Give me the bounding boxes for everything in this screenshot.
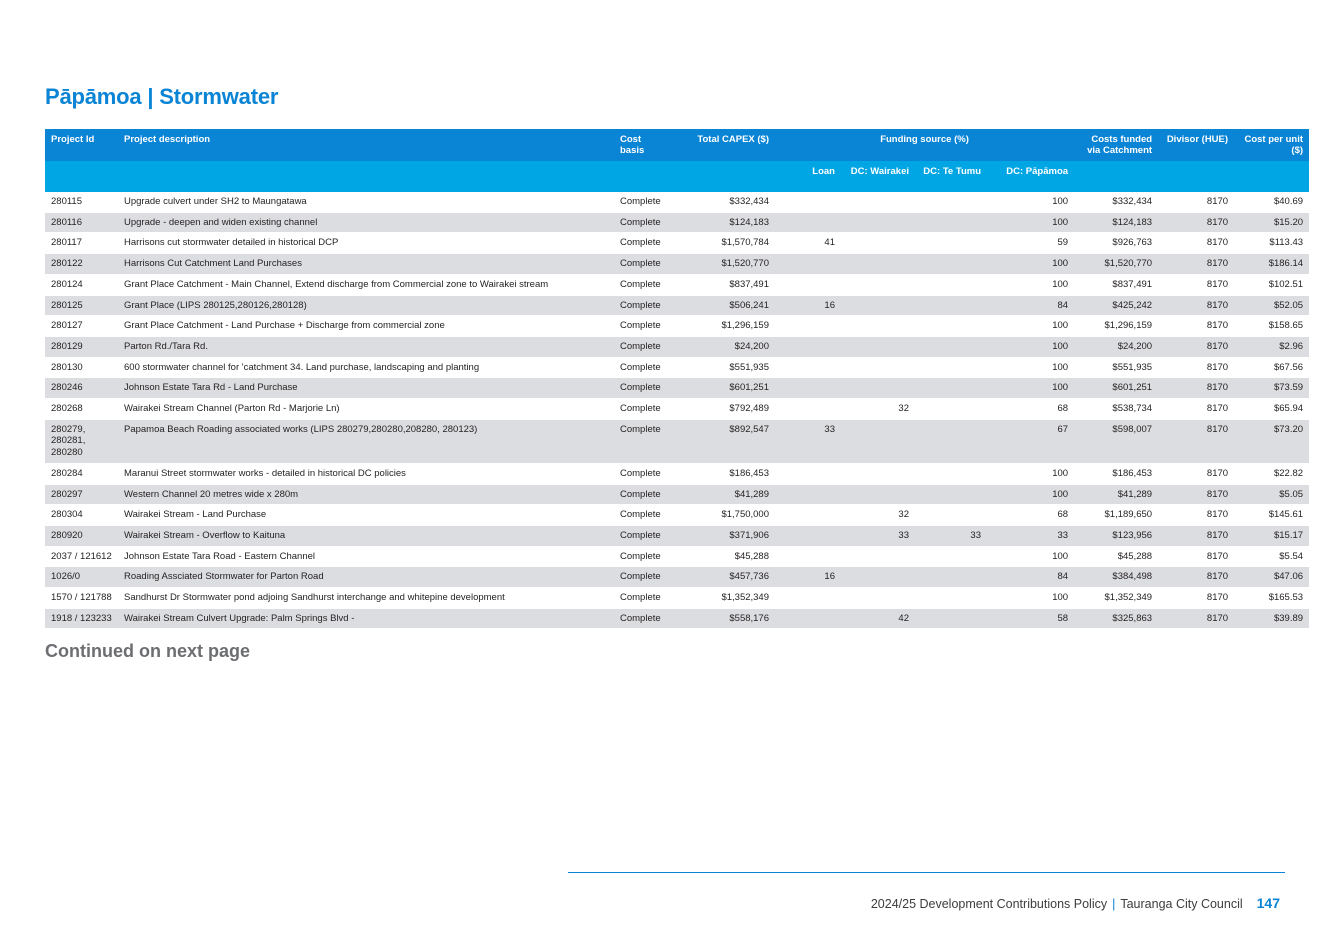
cell-cost-basis: Complete: [614, 588, 674, 609]
cell-dc-te-tumu: [915, 588, 987, 609]
cell-dc-te-tumu: [915, 274, 987, 295]
cell-project-description: Grant Place Catchment - Land Purchase + Discharge from commercial zone: [118, 316, 614, 337]
cell-cost-per-unit: $15.20: [1234, 212, 1309, 233]
table-row: [45, 274, 1309, 295]
cell-cost-basis: Complete: [614, 378, 674, 399]
cell-dc-te-tumu: [915, 608, 987, 629]
table-row: [45, 608, 1309, 629]
cell-project-id: 280268: [45, 399, 118, 420]
cell-project-description: 600 stormwater channel for 'catchment 34. Land purchase, landscaping and planting: [118, 357, 614, 378]
header-total-capex: Total CAPEX ($): [674, 129, 775, 161]
cell-cost-basis: Complete: [614, 399, 674, 420]
cell-costs-funded: $384,498: [1074, 567, 1158, 588]
cell-dc-papamoa: 58: [987, 608, 1074, 629]
cell-costs-funded: $1,352,349: [1074, 588, 1158, 609]
cell-dc-wairakei: [841, 484, 915, 505]
cell-dc-wairakei: 42: [841, 608, 915, 629]
cell-total-capex: $1,750,000: [674, 505, 775, 526]
cell-costs-funded: $551,935: [1074, 357, 1158, 378]
cell-loan: [775, 525, 841, 546]
cell-costs-funded: $123,956: [1074, 525, 1158, 546]
cell-cost-basis: Complete: [614, 546, 674, 567]
cell-project-description: Grant Place (LIPS 280125,280126,280128): [118, 295, 614, 316]
cell-loan: [775, 192, 841, 212]
cell-cost-per-unit: $5.54: [1234, 546, 1309, 567]
cell-project-id: 280122: [45, 254, 118, 275]
cell-project-description: Parton Rd./Tara Rd.: [118, 336, 614, 357]
cell-loan: [775, 212, 841, 233]
cell-cost-basis: Complete: [614, 316, 674, 337]
cell-project-description: Harrisons Cut Catchment Land Purchases: [118, 254, 614, 275]
cell-cost-per-unit: $113.43: [1234, 233, 1309, 254]
cell-dc-papamoa: 100: [987, 316, 1074, 337]
cell-project-id: 280117: [45, 233, 118, 254]
cell-cost-per-unit: $40.69: [1234, 192, 1309, 212]
table-row: [45, 212, 1309, 233]
cell-total-capex: $1,296,159: [674, 316, 775, 337]
cell-project-id: 1918 / 123233: [45, 608, 118, 629]
cell-cost-basis: Complete: [614, 192, 674, 212]
cell-dc-te-tumu: [915, 484, 987, 505]
table-body: [45, 192, 1309, 629]
cell-dc-papamoa: 100: [987, 357, 1074, 378]
table-row: [45, 505, 1309, 526]
cell-dc-wairakei: [841, 567, 915, 588]
cell-cost-per-unit: $73.20: [1234, 419, 1309, 463]
cell-cost-basis: Complete: [614, 295, 674, 316]
cell-project-id: 1026/0: [45, 567, 118, 588]
footer-divider: [568, 872, 1285, 873]
cell-project-description: Wairakei Stream Culvert Upgrade: Palm Springs Blvd -: [118, 608, 614, 629]
cell-dc-papamoa: 100: [987, 192, 1074, 212]
cell-divisor: 8170: [1158, 399, 1234, 420]
cell-dc-papamoa: 100: [987, 546, 1074, 567]
page-title: Pāpāmoa | Stormwater: [45, 84, 279, 109]
table-row: [45, 378, 1309, 399]
cell-dc-te-tumu: [915, 419, 987, 463]
cell-project-id: 280284: [45, 463, 118, 484]
cell-dc-papamoa: 68: [987, 505, 1074, 526]
cell-dc-te-tumu: [915, 233, 987, 254]
cell-dc-papamoa: 100: [987, 463, 1074, 484]
cell-cost-per-unit: $67.56: [1234, 357, 1309, 378]
cell-project-id: 280124: [45, 274, 118, 295]
table-row: [45, 254, 1309, 275]
table-row: [45, 357, 1309, 378]
cell-project-description: Roading Assciated Stormwater for Parton Road: [118, 567, 614, 588]
cell-costs-funded: $425,242: [1074, 295, 1158, 316]
header-cost-basis: Cost basis: [614, 129, 674, 161]
cell-dc-papamoa: 100: [987, 212, 1074, 233]
cell-dc-wairakei: 32: [841, 505, 915, 526]
cell-dc-wairakei: [841, 295, 915, 316]
cell-loan: [775, 399, 841, 420]
table-row: [45, 419, 1309, 463]
header-dc-wairakei: DC: Wairakei: [841, 161, 915, 192]
cell-loan: [775, 546, 841, 567]
table-row: [45, 484, 1309, 505]
cell-total-capex: $892,547: [674, 419, 775, 463]
cell-divisor: 8170: [1158, 484, 1234, 505]
cell-cost-basis: Complete: [614, 233, 674, 254]
cell-dc-papamoa: 100: [987, 588, 1074, 609]
cell-cost-per-unit: $158.65: [1234, 316, 1309, 337]
cell-cost-basis: Complete: [614, 254, 674, 275]
cell-dc-te-tumu: [915, 505, 987, 526]
cell-cost-per-unit: $15.17: [1234, 525, 1309, 546]
header-costs-funded: Costs funded via Catchment: [1074, 129, 1158, 161]
cell-costs-funded: $926,763: [1074, 233, 1158, 254]
cell-cost-basis: Complete: [614, 484, 674, 505]
cell-cost-per-unit: $5.05: [1234, 484, 1309, 505]
cell-dc-papamoa: 67: [987, 419, 1074, 463]
cell-project-id: 280127: [45, 316, 118, 337]
cell-cost-per-unit: $186.14: [1234, 254, 1309, 275]
cell-project-description: Maranui Street stormwater works - detailed in historical DC policies: [118, 463, 614, 484]
cell-total-capex: $371,906: [674, 525, 775, 546]
cell-dc-te-tumu: [915, 316, 987, 337]
cell-total-capex: $792,489: [674, 399, 775, 420]
cell-cost-basis: Complete: [614, 212, 674, 233]
cell-dc-wairakei: 33: [841, 525, 915, 546]
cell-loan: 41: [775, 233, 841, 254]
cell-total-capex: $41,289: [674, 484, 775, 505]
cell-loan: [775, 588, 841, 609]
cell-divisor: 8170: [1158, 274, 1234, 295]
cell-dc-te-tumu: [915, 254, 987, 275]
cell-divisor: 8170: [1158, 588, 1234, 609]
cell-cost-basis: Complete: [614, 525, 674, 546]
cell-dc-wairakei: [841, 254, 915, 275]
cell-project-description: Sandhurst Dr Stormwater pond adjoing Sandhurst interchange and whitepine development: [118, 588, 614, 609]
cell-project-description: Upgrade culvert under SH2 to Maungatawa: [118, 192, 614, 212]
table-row: [45, 336, 1309, 357]
footer-separator: |: [1112, 897, 1116, 911]
cell-cost-per-unit: $39.89: [1234, 608, 1309, 629]
cell-dc-papamoa: 84: [987, 295, 1074, 316]
cell-dc-wairakei: [841, 316, 915, 337]
cell-divisor: 8170: [1158, 419, 1234, 463]
cell-project-description: Wairakei Stream - Land Purchase: [118, 505, 614, 526]
cell-dc-wairakei: [841, 378, 915, 399]
cell-costs-funded: $325,863: [1074, 608, 1158, 629]
cell-dc-te-tumu: [915, 336, 987, 357]
footer: [871, 895, 1280, 911]
cell-costs-funded: $124,183: [1074, 212, 1158, 233]
cell-dc-papamoa: 100: [987, 484, 1074, 505]
cell-project-id: 2037 / 121612: [45, 546, 118, 567]
cell-project-id: 1570 / 121788: [45, 588, 118, 609]
cell-dc-te-tumu: [915, 192, 987, 212]
continued-note: Continued on next page: [45, 641, 250, 661]
cell-cost-per-unit: $52.05: [1234, 295, 1309, 316]
table-row: [45, 567, 1309, 588]
cell-project-description: Papamoa Beach Roading associated works (LIPS 280279,280280,208280, 280123): [118, 419, 614, 463]
cell-costs-funded: $538,734: [1074, 399, 1158, 420]
cell-divisor: 8170: [1158, 378, 1234, 399]
cell-cost-basis: Complete: [614, 608, 674, 629]
cell-project-description: Harrisons cut stormwater detailed in historical DCP: [118, 233, 614, 254]
table-row: [45, 525, 1309, 546]
cell-cost-per-unit: $47.06: [1234, 567, 1309, 588]
cell-dc-te-tumu: [915, 567, 987, 588]
cell-costs-funded: $24,200: [1074, 336, 1158, 357]
header-loan: Loan: [775, 161, 841, 192]
cell-cost-basis: Complete: [614, 274, 674, 295]
cell-project-description: Grant Place Catchment - Main Channel, Extend discharge from Commercial zone to Wairakei stream: [118, 274, 614, 295]
footer-policy: 2024/25 Development Contributions Policy: [870, 897, 1108, 911]
cell-project-id: 280304: [45, 505, 118, 526]
cell-cost-basis: Complete: [614, 357, 674, 378]
cell-loan: [775, 378, 841, 399]
table-row: [45, 463, 1309, 484]
cell-dc-te-tumu: [915, 357, 987, 378]
cell-cost-basis: Complete: [614, 463, 674, 484]
cell-dc-wairakei: [841, 336, 915, 357]
cell-project-description: Wairakei Stream Channel (Parton Rd - Marjorie Ln): [118, 399, 614, 420]
cell-total-capex: $457,736: [674, 567, 775, 588]
table-row: [45, 192, 1309, 212]
cell-costs-funded: $45,288: [1074, 546, 1158, 567]
table-row: [45, 295, 1309, 316]
cell-costs-funded: $601,251: [1074, 378, 1158, 399]
cell-total-capex: $837,491: [674, 274, 775, 295]
cell-project-id: 280279, 280281, 280280: [45, 419, 118, 463]
table-row: [45, 546, 1309, 567]
footer-council: Tauranga City Council: [1120, 897, 1243, 911]
cell-total-capex: $332,434: [674, 192, 775, 212]
cell-cost-per-unit: $2.96: [1234, 336, 1309, 357]
cell-dc-papamoa: 100: [987, 378, 1074, 399]
cell-total-capex: $24,200: [674, 336, 775, 357]
cell-loan: [775, 608, 841, 629]
cell-loan: 16: [775, 567, 841, 588]
cell-loan: [775, 336, 841, 357]
cell-project-id: 280125: [45, 295, 118, 316]
cell-dc-papamoa: 59: [987, 233, 1074, 254]
cell-costs-funded: $332,434: [1074, 192, 1158, 212]
cell-dc-wairakei: [841, 588, 915, 609]
header-cost-per-unit: Cost per unit ($): [1234, 129, 1309, 161]
cell-total-capex: $558,176: [674, 608, 775, 629]
cell-costs-funded: $598,007: [1074, 419, 1158, 463]
cell-dc-papamoa: 100: [987, 274, 1074, 295]
cell-dc-papamoa: 84: [987, 567, 1074, 588]
cell-loan: [775, 357, 841, 378]
cell-cost-basis: Complete: [614, 336, 674, 357]
cell-dc-papamoa: 33: [987, 525, 1074, 546]
cell-total-capex: $124,183: [674, 212, 775, 233]
cell-dc-wairakei: [841, 233, 915, 254]
cell-dc-te-tumu: [915, 212, 987, 233]
cell-divisor: 8170: [1158, 357, 1234, 378]
cell-divisor: 8170: [1158, 546, 1234, 567]
cell-cost-per-unit: $102.51: [1234, 274, 1309, 295]
cell-project-id: 280116: [45, 212, 118, 233]
cell-loan: 16: [775, 295, 841, 316]
table-row: [45, 233, 1309, 254]
cell-total-capex: $1,570,784: [674, 233, 775, 254]
cell-cost-per-unit: $145.61: [1234, 505, 1309, 526]
cell-project-id: 280920: [45, 525, 118, 546]
cell-dc-papamoa: 68: [987, 399, 1074, 420]
cell-total-capex: $45,288: [674, 546, 775, 567]
cell-dc-wairakei: [841, 546, 915, 567]
header-row-main: [45, 129, 1309, 161]
page-number: 147: [1256, 895, 1280, 911]
table-row: [45, 316, 1309, 337]
cell-divisor: 8170: [1158, 295, 1234, 316]
table-header: [45, 129, 1309, 192]
header-divisor: Divisor (HUE): [1158, 129, 1234, 161]
cell-costs-funded: $1,189,650: [1074, 505, 1158, 526]
cell-dc-papamoa: 100: [987, 336, 1074, 357]
cell-project-description: Johnson Estate Tara Road - Eastern Channel: [118, 546, 614, 567]
cell-loan: 33: [775, 419, 841, 463]
cell-dc-wairakei: [841, 212, 915, 233]
cell-dc-wairakei: [841, 357, 915, 378]
cell-total-capex: $186,453: [674, 463, 775, 484]
cell-divisor: 8170: [1158, 608, 1234, 629]
cell-loan: [775, 505, 841, 526]
cell-cost-per-unit: $22.82: [1234, 463, 1309, 484]
cell-dc-wairakei: [841, 463, 915, 484]
cell-project-description: Western Channel 20 metres wide x 280m: [118, 484, 614, 505]
cell-dc-wairakei: 32: [841, 399, 915, 420]
cell-total-capex: $1,520,770: [674, 254, 775, 275]
cell-project-id: 280297: [45, 484, 118, 505]
cell-total-capex: $1,352,349: [674, 588, 775, 609]
cell-dc-te-tumu: [915, 399, 987, 420]
cell-project-description: Johnson Estate Tara Rd - Land Purchase: [118, 378, 614, 399]
cell-divisor: 8170: [1158, 336, 1234, 357]
header-project-description: Project description: [118, 129, 614, 161]
cell-project-id: 280130: [45, 357, 118, 378]
cell-cost-basis: Complete: [614, 505, 674, 526]
table-row: [45, 399, 1309, 420]
cell-divisor: 8170: [1158, 525, 1234, 546]
cell-divisor: 8170: [1158, 212, 1234, 233]
cell-dc-te-tumu: [915, 295, 987, 316]
cell-loan: [775, 316, 841, 337]
cell-costs-funded: $186,453: [1074, 463, 1158, 484]
cell-costs-funded: $837,491: [1074, 274, 1158, 295]
cell-divisor: 8170: [1158, 463, 1234, 484]
cell-cost-per-unit: $65.94: [1234, 399, 1309, 420]
header-funding-source: Funding source (%): [775, 129, 1074, 161]
cell-total-capex: $551,935: [674, 357, 775, 378]
cell-dc-wairakei: [841, 274, 915, 295]
cell-loan: [775, 463, 841, 484]
cell-loan: [775, 254, 841, 275]
cell-dc-papamoa: 100: [987, 254, 1074, 275]
cell-divisor: 8170: [1158, 316, 1234, 337]
cell-dc-wairakei: [841, 192, 915, 212]
cell-divisor: 8170: [1158, 192, 1234, 212]
header-project-id: Project Id: [45, 129, 118, 161]
cell-costs-funded: $1,296,159: [1074, 316, 1158, 337]
cell-dc-wairakei: [841, 419, 915, 463]
cell-divisor: 8170: [1158, 505, 1234, 526]
cell-dc-te-tumu: 33: [915, 525, 987, 546]
header-dc-papamoa: DC: Pāpāmoa: [987, 161, 1074, 192]
cell-divisor: 8170: [1158, 567, 1234, 588]
capex-table: [45, 129, 1309, 629]
cell-loan: [775, 274, 841, 295]
cell-cost-per-unit: $73.59: [1234, 378, 1309, 399]
cell-costs-funded: $1,520,770: [1074, 254, 1158, 275]
header-row-sub: [45, 161, 1309, 192]
cell-cost-basis: Complete: [614, 567, 674, 588]
cell-project-id: 280246: [45, 378, 118, 399]
header-dc-te-tumu: DC: Te Tumu: [915, 161, 987, 192]
cell-project-id: 280129: [45, 336, 118, 357]
cell-loan: [775, 484, 841, 505]
cell-project-description: Upgrade - deepen and widen existing channel: [118, 212, 614, 233]
table-row: [45, 588, 1309, 609]
cell-cost-basis: Complete: [614, 419, 674, 463]
cell-total-capex: $601,251: [674, 378, 775, 399]
cell-dc-te-tumu: [915, 378, 987, 399]
cell-divisor: 8170: [1158, 233, 1234, 254]
cell-project-id: 280115: [45, 192, 118, 212]
cell-project-description: Wairakei Stream - Overflow to Kaituna: [118, 525, 614, 546]
cell-divisor: 8170: [1158, 254, 1234, 275]
cell-total-capex: $506,241: [674, 295, 775, 316]
cell-dc-te-tumu: [915, 463, 987, 484]
cell-dc-te-tumu: [915, 546, 987, 567]
cell-costs-funded: $41,289: [1074, 484, 1158, 505]
cell-cost-per-unit: $165.53: [1234, 588, 1309, 609]
